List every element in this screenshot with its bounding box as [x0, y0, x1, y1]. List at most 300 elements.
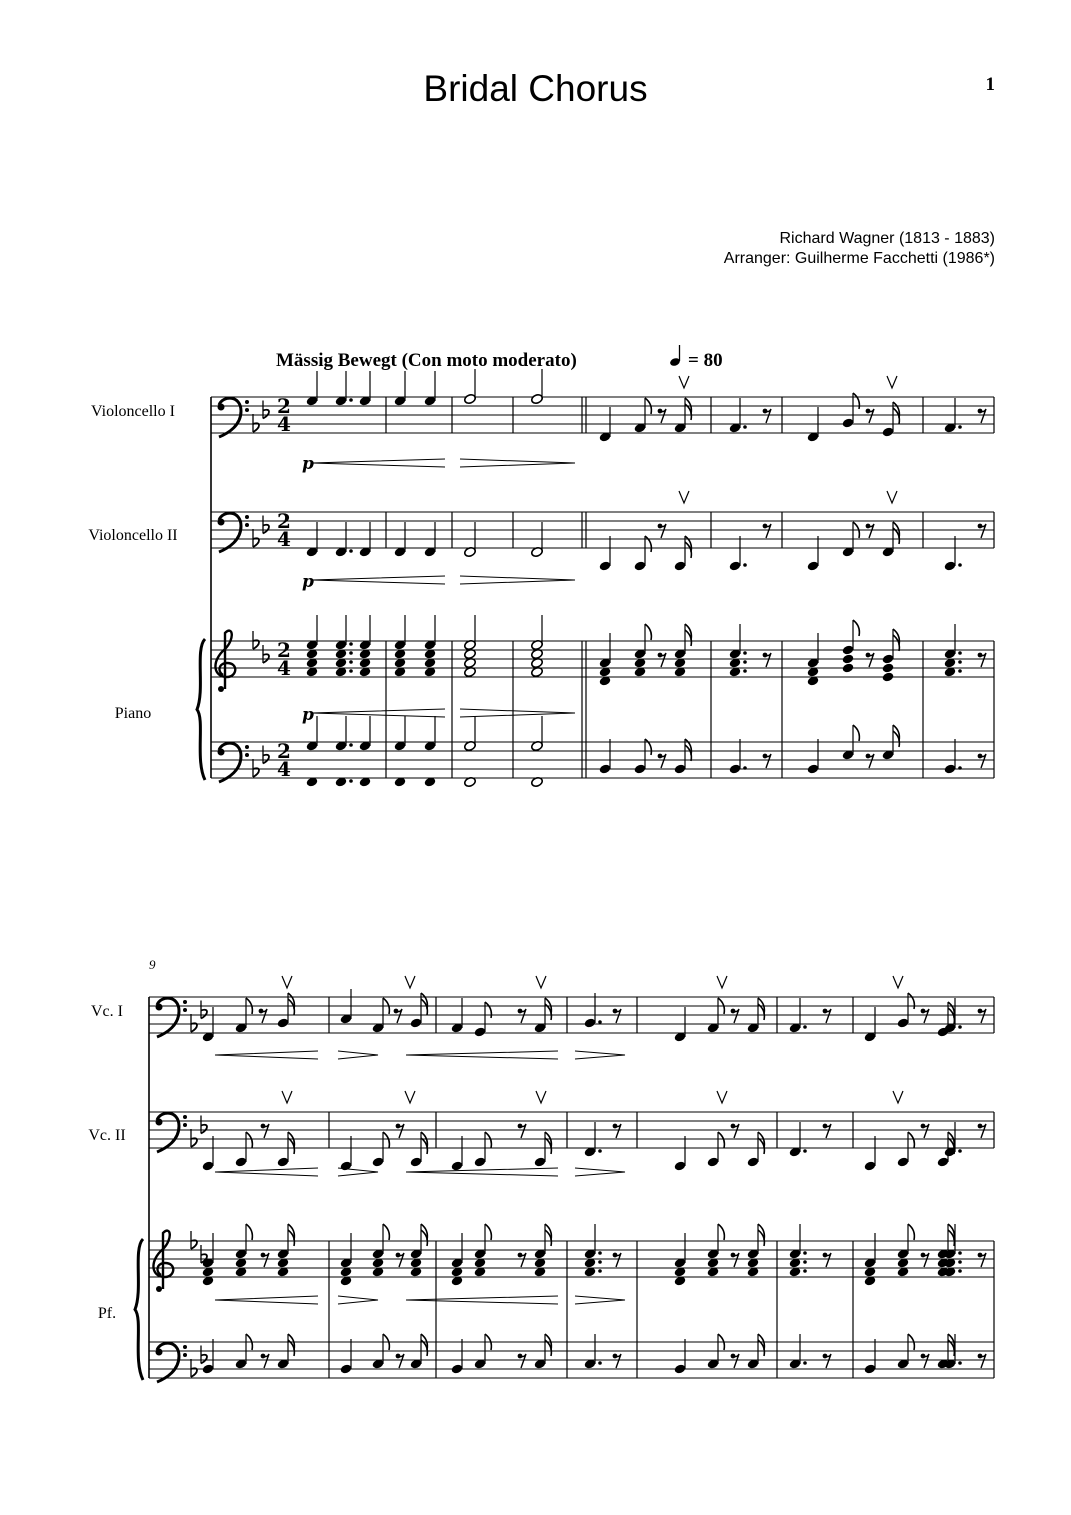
time-signature-denominator: 4 — [277, 757, 291, 781]
flag — [645, 536, 651, 552]
note — [674, 624, 692, 660]
flat-sign — [253, 759, 259, 777]
rest-stroke — [263, 1354, 269, 1368]
rest-stroke — [980, 1253, 986, 1267]
notehead — [842, 662, 855, 673]
crescendo-hairpin — [406, 1051, 558, 1059]
staff-1 — [211, 397, 994, 433]
note — [897, 1334, 915, 1370]
flat-sign — [263, 401, 269, 419]
dot — [349, 743, 353, 747]
note — [277, 1334, 295, 1370]
rest-stroke — [980, 1124, 986, 1138]
note — [882, 402, 900, 438]
note — [306, 522, 319, 558]
eighth-rest — [396, 1354, 404, 1368]
note — [882, 522, 900, 558]
instrument-label-cello1_full: Violoncello I — [91, 403, 175, 420]
rest-stroke — [660, 524, 666, 538]
dot — [349, 779, 353, 783]
note — [707, 1224, 725, 1260]
decrescendo-hairpin — [460, 709, 575, 717]
note — [235, 998, 253, 1034]
note — [789, 1224, 807, 1260]
flat-bowl — [191, 1138, 197, 1147]
note — [451, 998, 464, 1034]
note — [335, 371, 353, 407]
flat-bowl — [201, 1010, 207, 1019]
note — [747, 1334, 765, 1370]
eighth-rest — [396, 1124, 404, 1138]
time-signature-numerator: 2 — [277, 638, 291, 662]
note — [897, 993, 915, 1029]
eighth-rest — [261, 1354, 269, 1368]
time-signature-denominator: 4 — [277, 656, 291, 680]
flat-sign — [253, 631, 259, 649]
note — [729, 398, 747, 434]
crescendo-hairpin — [312, 709, 445, 717]
bass-clef-head — [156, 1004, 163, 1011]
note — [394, 615, 407, 651]
piano-brace — [197, 639, 205, 780]
eighth-rest — [921, 1253, 929, 1267]
bass-clef-dot — [245, 753, 249, 757]
rest-stroke — [980, 1009, 986, 1023]
rest-stroke — [980, 1354, 986, 1368]
note — [599, 536, 612, 572]
flat-bowl — [191, 1240, 197, 1249]
rest-stroke — [660, 754, 666, 768]
note — [747, 998, 765, 1034]
dot — [743, 425, 747, 429]
up-bow-mark — [536, 1091, 546, 1103]
note — [747, 1224, 765, 1260]
rest-stroke — [733, 1009, 739, 1023]
eighth-rest — [261, 1124, 269, 1138]
eighth-rest — [518, 1124, 526, 1138]
bass-clef — [156, 1113, 188, 1152]
dot — [743, 563, 747, 567]
time-signature — [277, 638, 291, 680]
note — [277, 993, 295, 1029]
rest-stroke — [615, 1009, 621, 1023]
note — [335, 522, 353, 558]
note — [944, 536, 962, 572]
note — [464, 716, 477, 752]
rest-stroke — [660, 653, 666, 667]
piano-brace — [135, 1239, 143, 1380]
note — [842, 725, 860, 761]
note — [842, 653, 855, 664]
eighth-rest — [658, 524, 666, 538]
arranger-credit: Arranger: Guilherme Facchetti (1986*) — [723, 250, 995, 267]
rest-stroke — [765, 409, 771, 423]
flat-bowl — [253, 423, 259, 432]
bass-clef-dot — [183, 1008, 187, 1012]
eighth-rest — [763, 754, 771, 768]
note — [944, 998, 962, 1034]
flat-sign — [191, 1014, 197, 1032]
dot — [803, 1025, 807, 1029]
eighth-rest — [978, 653, 986, 667]
eighth-rest — [396, 1253, 404, 1267]
dot — [958, 1260, 962, 1264]
note — [534, 1334, 552, 1370]
dot — [958, 766, 962, 770]
eighth-rest — [978, 1009, 986, 1023]
eighth-rest — [613, 1009, 621, 1023]
note — [944, 398, 962, 434]
flag — [853, 393, 859, 409]
rest-stroke — [868, 653, 874, 667]
flat-sign — [201, 1346, 207, 1364]
eighth-rest — [978, 524, 986, 538]
treble-clef-curve — [215, 631, 235, 689]
note — [584, 1224, 602, 1260]
flag — [718, 1224, 724, 1240]
eighth-rest — [394, 1009, 402, 1023]
dot — [958, 660, 962, 664]
note — [277, 1132, 295, 1168]
eighth-rest — [823, 1124, 831, 1138]
bass-clef-dot — [183, 1353, 187, 1357]
flag — [485, 1002, 491, 1018]
time-signature-numerator: 2 — [277, 509, 291, 533]
flat-sign — [191, 1129, 197, 1147]
note — [864, 1007, 877, 1043]
eighth-rest — [866, 524, 874, 538]
rest-stroke — [825, 1124, 831, 1138]
note — [464, 522, 477, 558]
time-signature-denominator: 4 — [277, 412, 291, 436]
note — [674, 398, 692, 434]
rest-stroke — [733, 1124, 739, 1138]
eighth-rest — [823, 1253, 831, 1267]
note — [729, 739, 747, 775]
treble-clef — [215, 631, 235, 692]
note — [707, 1132, 725, 1168]
time-signature — [277, 394, 291, 436]
note — [340, 1136, 353, 1172]
note — [531, 716, 544, 752]
flat-bowl — [201, 1125, 207, 1134]
note — [944, 1122, 962, 1158]
bass-clef-dot — [245, 400, 249, 404]
rest-stroke — [520, 1354, 526, 1368]
dot — [349, 651, 353, 655]
rest-stroke — [615, 1354, 621, 1368]
eighth-rest — [658, 409, 666, 423]
note — [882, 725, 900, 761]
note — [944, 739, 962, 775]
decrescendo-hairpin — [460, 459, 575, 467]
treble-clef — [153, 1231, 173, 1292]
eighth-rest — [518, 1009, 526, 1023]
note — [410, 1224, 428, 1260]
note — [707, 998, 725, 1034]
note — [807, 407, 820, 443]
instrument-label-cello2_full: Violoncello II — [88, 527, 178, 544]
note — [394, 522, 407, 558]
bass-clef — [218, 513, 250, 552]
crescendo-hairpin — [215, 1296, 318, 1304]
eighth-rest — [978, 1354, 986, 1368]
dynamic-p: p — [302, 454, 314, 474]
page-title: Bridal Chorus — [423, 68, 648, 109]
rest-stroke — [980, 653, 986, 667]
flag — [246, 1224, 252, 1240]
bass-clef-dot — [183, 1000, 187, 1004]
rest-stroke — [868, 754, 874, 768]
bass-clef-head — [218, 404, 225, 411]
flag — [485, 1224, 491, 1240]
flag — [908, 1132, 914, 1148]
decrescendo-hairpin — [575, 1051, 625, 1059]
note — [202, 1339, 215, 1375]
note — [674, 1007, 687, 1043]
note — [864, 1233, 877, 1269]
time-signature — [277, 739, 291, 781]
note — [235, 1224, 253, 1260]
note — [897, 1132, 915, 1168]
note — [306, 615, 319, 651]
eighth-rest — [763, 653, 771, 667]
note — [842, 393, 860, 429]
note — [807, 536, 820, 572]
tempo-bpm: = 80 — [688, 350, 723, 371]
rest-stroke — [660, 409, 666, 423]
dot — [803, 1269, 807, 1273]
note — [372, 1132, 390, 1168]
eighth-rest — [921, 1354, 929, 1368]
decrescendo-hairpin — [460, 576, 575, 584]
decrescendo-hairpin — [338, 1296, 378, 1304]
eighth-rest — [978, 1253, 986, 1267]
rest-stroke — [733, 1354, 739, 1368]
bass-clef-dot — [183, 1123, 187, 1127]
dynamic-p: p — [302, 705, 314, 725]
dot — [958, 1025, 962, 1029]
flat-bowl — [263, 755, 269, 764]
note — [340, 1233, 353, 1269]
note — [674, 1339, 687, 1375]
flag — [246, 1132, 252, 1148]
up-bow-mark — [679, 376, 689, 388]
dot — [743, 669, 747, 673]
note — [474, 1132, 492, 1168]
dot — [958, 1361, 962, 1365]
note — [789, 998, 807, 1034]
rest-stroke — [398, 1253, 404, 1267]
note — [882, 671, 895, 682]
rest-stroke — [615, 1124, 621, 1138]
decrescendo-hairpin — [575, 1296, 625, 1304]
bass-clef-dot — [245, 515, 249, 519]
decrescendo-hairpin — [338, 1051, 378, 1059]
note — [394, 371, 407, 407]
note — [634, 536, 652, 572]
note — [464, 369, 477, 405]
note — [584, 993, 602, 1029]
note — [451, 1233, 464, 1269]
rest-stroke — [923, 1009, 929, 1023]
rest-stroke — [868, 409, 874, 423]
rest-stroke — [765, 653, 771, 667]
dot — [958, 1251, 962, 1255]
crescendo-hairpin — [312, 576, 445, 584]
eighth-rest — [518, 1354, 526, 1368]
dot — [598, 1260, 602, 1264]
dot — [743, 651, 747, 655]
dot — [598, 1149, 602, 1153]
flat-sign — [263, 516, 269, 534]
flat-sign — [263, 645, 269, 663]
rest-stroke — [765, 524, 771, 538]
note — [807, 633, 820, 669]
dot — [598, 1020, 602, 1024]
rest-stroke — [520, 1253, 526, 1267]
up-bow-mark — [679, 491, 689, 503]
page-number: 1 — [985, 74, 995, 95]
dot — [958, 563, 962, 567]
instrument-label-cello1_short: Vc. I — [91, 1003, 123, 1020]
note — [202, 1007, 215, 1043]
rest-stroke — [615, 1253, 621, 1267]
flat-bowl — [263, 525, 269, 534]
note — [531, 615, 544, 651]
eighth-rest — [823, 1354, 831, 1368]
dot — [349, 660, 353, 664]
dot — [349, 549, 353, 553]
time-signature-denominator: 4 — [277, 527, 291, 551]
note — [864, 1136, 877, 1172]
staff-2 — [149, 1112, 994, 1148]
bass-clef-head — [156, 1119, 163, 1126]
eighth-rest — [518, 1253, 526, 1267]
dot — [958, 425, 962, 429]
note — [359, 371, 372, 407]
bass-clef — [218, 398, 250, 437]
notehead — [842, 653, 855, 664]
flag — [718, 1132, 724, 1148]
note — [424, 716, 437, 752]
flag — [853, 725, 859, 741]
note — [674, 1233, 687, 1269]
note — [882, 662, 895, 673]
note — [842, 522, 860, 558]
note — [599, 407, 612, 443]
crescendo-hairpin — [215, 1051, 318, 1059]
rest-stroke — [263, 1253, 269, 1267]
note — [584, 1334, 602, 1370]
flat-bowl — [263, 410, 269, 419]
crescendo-hairpin — [406, 1296, 558, 1304]
instrument-label-cello2_short: Vc. II — [88, 1127, 126, 1144]
bass-clef-dot — [183, 1345, 187, 1349]
flat-bowl — [253, 640, 259, 649]
up-bow-mark — [282, 1091, 292, 1103]
note — [531, 522, 544, 558]
rest-stroke — [398, 1124, 404, 1138]
bass-clef — [218, 743, 250, 782]
dot — [958, 1149, 962, 1153]
rest-stroke — [398, 1354, 404, 1368]
eighth-rest — [978, 754, 986, 768]
eighth-rest — [866, 653, 874, 667]
decrescendo-hairpin — [575, 1168, 625, 1176]
rest-stroke — [980, 409, 986, 423]
dot — [349, 398, 353, 402]
note — [729, 624, 747, 660]
note — [531, 369, 544, 405]
note — [359, 522, 372, 558]
dot — [743, 766, 747, 770]
eighth-rest — [978, 409, 986, 423]
bass-clef-dot — [245, 408, 249, 412]
flat-sign — [201, 1116, 207, 1134]
crescendo-hairpin — [312, 459, 445, 467]
flat-sign — [253, 529, 259, 547]
time-signature-numerator: 2 — [277, 394, 291, 418]
rest-stroke — [520, 1009, 526, 1023]
note — [474, 1002, 492, 1038]
dot — [958, 669, 962, 673]
rest-stroke — [923, 1354, 929, 1368]
rest-stroke — [825, 1354, 831, 1368]
flat-sign — [191, 1231, 197, 1249]
rest-stroke — [868, 524, 874, 538]
note — [410, 1334, 428, 1370]
note — [747, 1132, 765, 1168]
note — [359, 716, 372, 752]
note — [474, 1334, 492, 1370]
rest-stroke — [825, 1009, 831, 1023]
note — [864, 1339, 877, 1375]
measure-number: 9 — [149, 957, 156, 972]
flag — [645, 739, 651, 755]
dot — [958, 651, 962, 655]
note — [451, 1136, 464, 1172]
note — [789, 1122, 807, 1158]
note — [534, 1132, 552, 1168]
note — [277, 1224, 295, 1260]
composer-credit: Richard Wagner (1813 - 1883) — [779, 230, 995, 247]
instrument-label-piano_short: Pf. — [97, 1305, 117, 1322]
rest-stroke — [980, 754, 986, 768]
note — [474, 1224, 492, 1260]
dot — [803, 1361, 807, 1365]
up-bow-mark — [717, 976, 727, 988]
dot — [349, 642, 353, 646]
note — [424, 522, 437, 558]
flat-bowl — [201, 1355, 207, 1364]
dot — [743, 660, 747, 664]
note — [842, 662, 855, 673]
notehead — [882, 662, 895, 673]
eighth-rest — [731, 1253, 739, 1267]
flat-bowl — [253, 768, 259, 777]
flat-bowl — [191, 1023, 197, 1032]
dot — [803, 1260, 807, 1264]
bass-clef-head — [218, 519, 225, 526]
eighth-rest — [921, 1124, 929, 1138]
note — [335, 716, 353, 752]
up-bow-mark — [893, 1091, 903, 1103]
eighth-rest — [731, 1124, 739, 1138]
treble-clef-curve — [153, 1231, 173, 1289]
note — [789, 1334, 807, 1370]
rest-stroke — [396, 1009, 402, 1023]
